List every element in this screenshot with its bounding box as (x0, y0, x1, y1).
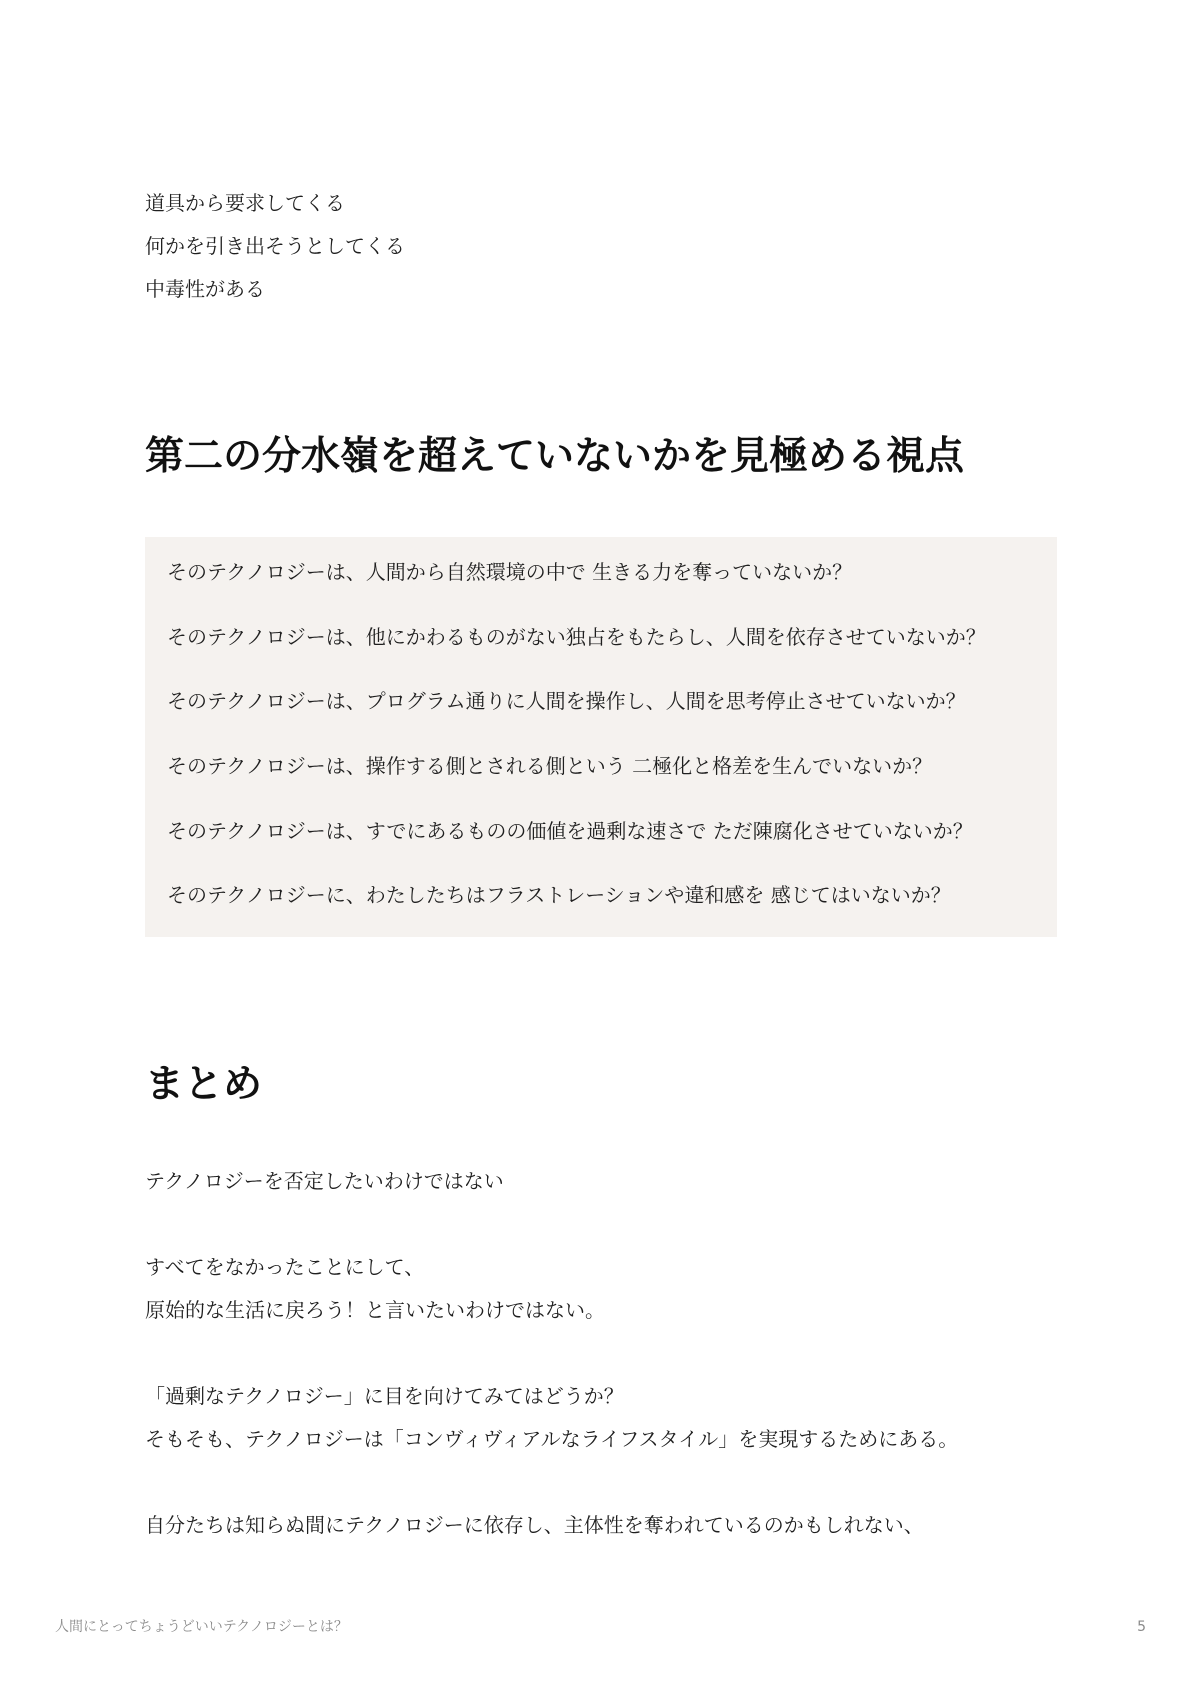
footer-document-title: 人間にとってちょうどいいテクノロジーとは？ (55, 1619, 348, 1635)
summary-paragraph-2-line-1: すべてをなかったことにして、 (145, 1255, 425, 1279)
summary-paragraph-1: テクノロジーを否定したいわけではない (145, 1169, 504, 1193)
summary-paragraph-3-line-2: そもそも、テクノロジーは「コンヴィヴィアルなライフスタイル」を実現するためにある。 (145, 1427, 959, 1451)
question-item-6: そのテクノロジーに、わたしたちはフラストレーションや違和感を 感じてはいないか？ (167, 883, 951, 907)
question-item-5: そのテクノロジーは、すでにあるものの価値を過剰な速さで ただ陳腐化させていないか？ (167, 819, 973, 843)
question-item-3: そのテクノロジーは、プログラム通りに人間を操作し、人間を思考停止させていないか？ (167, 689, 966, 713)
page-number: 5 (1137, 1619, 1146, 1635)
section-heading-perspective: 第二の分水嶺を超えていないかを見極める視点 (145, 434, 965, 479)
question-item-4: そのテクノロジーは、操作する側とされる側という 二極化と格差を生んでいないか？ (167, 754, 933, 778)
section-heading-summary: まとめ (145, 1062, 263, 1107)
intro-line-1: 道具から要求してくる (145, 191, 345, 215)
question-item-2: そのテクノロジーは、他にかわるものがない独占をもたらし、人間を依存させていないか？ (167, 625, 986, 649)
summary-paragraph-4: 自分たちは知らぬ間にテクノロジーに依存し、主体性を奪われているのかもしれない、 (145, 1513, 924, 1537)
summary-paragraph-2-line-2: 原始的な生活に戻ろう！と言いたいわけではない。 (145, 1298, 605, 1322)
intro-line-2: 何かを引き出そうとしてくる (145, 234, 405, 258)
question-box (145, 537, 1057, 937)
summary-paragraph-3-line-1: 「過剰なテクノロジー」に目を向けてみてはどうか？ (145, 1384, 624, 1408)
question-item-1: そのテクノロジーは、人間から自然環境の中で 生きる力を奪っていないか？ (167, 560, 853, 584)
intro-line-3: 中毒性がある (145, 277, 265, 301)
